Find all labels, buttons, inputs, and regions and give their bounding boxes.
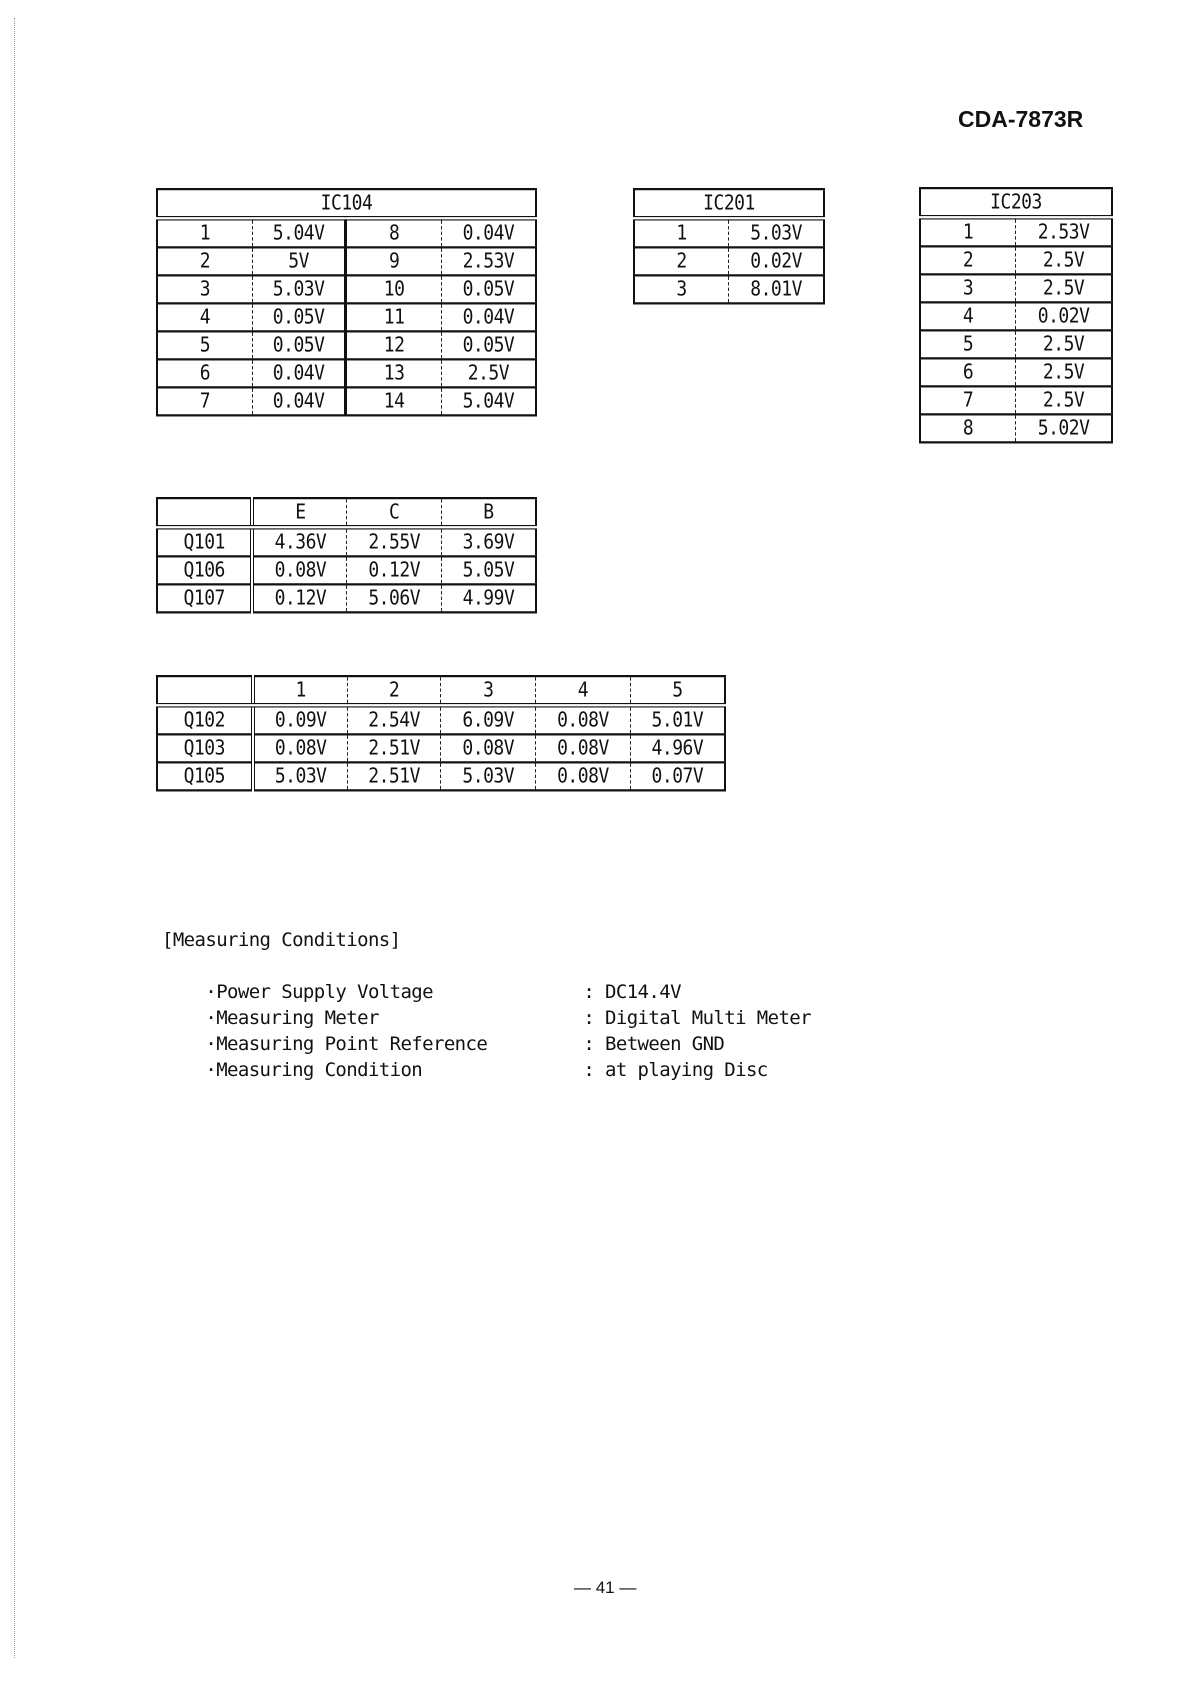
- table-header-row: E C B: [157, 498, 536, 527]
- ic104-title: IC104: [157, 189, 536, 218]
- ic104-voltage-table: [156, 188, 537, 416]
- table-row: 3 8.01V: [634, 275, 824, 303]
- table-row: 2 2.5V: [920, 246, 1112, 274]
- ic201-title: IC201: [634, 189, 824, 218]
- table-row: 8 5.02V: [920, 414, 1112, 442]
- ic201-voltage-table: [633, 188, 825, 304]
- table-row: 1 5.03V: [634, 218, 824, 247]
- table-row: 7 2.5V: [920, 386, 1112, 414]
- transistor-pin-table: [156, 675, 726, 791]
- page-number: — 41 —: [574, 1578, 637, 1597]
- table-row: 2 0.02V: [634, 247, 824, 275]
- ic203-title: IC203: [920, 188, 1112, 217]
- table-row: 4 0.02V: [920, 302, 1112, 330]
- table-row: 4 0.05V 11 0.04V: [157, 303, 536, 331]
- table-row: 5 0.05V 12 0.05V: [157, 331, 536, 359]
- table-row: 6 2.5V: [920, 358, 1112, 386]
- condition-item: ·Power Supply Voltage : DC14.4V: [205, 981, 681, 1003]
- table-header-row: 1 2 3 4 5: [157, 676, 725, 705]
- table-row: 2 5V 9 2.53V: [157, 247, 536, 275]
- condition-item: ·Measuring Point Reference : Between GND: [205, 1033, 725, 1055]
- table-row: Q107 0.12V 5.06V 4.99V: [157, 584, 536, 612]
- table-row: Q106 0.08V 0.12V 5.05V: [157, 556, 536, 584]
- table-row: Q102 0.09V 2.54V 6.09V 0.08V 5.01V: [157, 705, 725, 734]
- page-left-border: [14, 18, 16, 1658]
- table-row: 1 2.53V: [920, 217, 1112, 246]
- table-row: Q105 5.03V 2.51V 5.03V 0.08V 0.07V: [157, 762, 725, 790]
- table-row: 5 2.5V: [920, 330, 1112, 358]
- table-row: 3 5.03V 10 0.05V: [157, 275, 536, 303]
- condition-item: ·Measuring Meter : Digital Multi Meter: [205, 1007, 811, 1029]
- table-row: 1 5.04V 8 0.04V: [157, 218, 536, 247]
- table-row: 6 0.04V 13 2.5V: [157, 359, 536, 387]
- conditions-title: [Measuring Conditions]: [162, 929, 401, 951]
- table-row: Q101 4.36V 2.55V 3.69V: [157, 527, 536, 556]
- table-row: Q103 0.08V 2.51V 0.08V 0.08V 4.96V: [157, 734, 725, 762]
- transistor-ecb-table: [156, 497, 537, 613]
- measuring-conditions: [162, 927, 811, 1081]
- model-number: CDA-7873R: [958, 106, 1084, 132]
- condition-item: ·Measuring Condition : at playing Disc: [205, 1059, 768, 1081]
- table-row: 3 2.5V: [920, 274, 1112, 302]
- ic203-voltage-table: [919, 187, 1113, 443]
- table-row: 7 0.04V 14 5.04V: [157, 387, 536, 415]
